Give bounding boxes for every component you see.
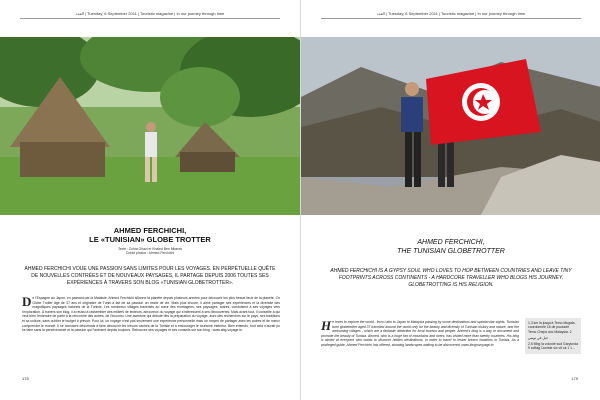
right-title-line2: THE TUNISIAN GLOBETROTTER [397, 248, 505, 255]
running-header-text: العدد | Tuesday, 6 September 2011 | Touristic magazine | In our journey through time [75, 11, 225, 16]
right-title [301, 238, 600, 256]
flag-summit-photo [301, 37, 600, 215]
right-page [300, 0, 600, 400]
sidebar-line: 1,3 km la jusqu'à Temo Mugala, coordonnée 16 de poussée Temo Cheps anc Malaysia. 2 [528, 321, 576, 334]
credit-text: Texte : Zohra Ghazi et Khaled Ben Mbarek [117, 247, 183, 251]
right-sidebar [525, 318, 581, 354]
left-title-line1: AHMED FERCHICHI, [113, 226, 187, 235]
right-lead: AHMED FERCHICHI IS A GYPSY SOUL WHO LOVES TO HOP BETWEEN COUNTRIES AND LEAVE TINY FOOTPRINTS ACROSS CONTINENTS - A HARDCORE TRAVELLER WHO BLOGS HIS JOURNEY. GLOBETROTTING IS HIS RELIGION. [330, 268, 572, 288]
left-body-text: e l'Espagne au Japon, en passant par la Malaisie, Ahmed Ferchichi sillonne la planète depuis plusieurs années pour découvrir les plus beaux lieux de la planète. Ce Globe Trotter âgé de 37 ans et originaire de Tunis a fait de sa passion un mode de vie. Mais plus encore, il aime partager ses expériences et la diversité des magnifiques paysages naturels de la Tunisie. Les nombreux villages traversés au cœur des montagnes, ses paysages, autres, conduisent à ses voyages vers l'exploration. À travers son blog, il a réussi à rassembler des milliers de lecteurs, amoureux du voyage qui s'intéressent à ses découvertes. Mais avant tout, il conseille à qui veut bien l'entendre de partir à la rencontre des autres, de l'inconnu. Une aventure qui débute dès la préparation du voyage, avec des recherches sur le pays, ses traditions et sa culture, sans oublier le budget à prévoir. Pour lui, un voyage n'est pas seulement une expérience personnelle mais un moyen de partager avec les autres et de mieux comprendre le monde. Il se consacre désormais à faire découvrir les trésors cachés de la Tunisie et à encourager le tourisme intérieur. Bien entendu, tout cela n'aurait pu se faire sans la persévérance et la passion qui l'animent depuis toujours. Retrouvez ses voyages et ses conseils sur son blog : www.abg-voyage.tn [22, 296, 280, 333]
left-body [22, 296, 280, 366]
jungle-hut-photo [0, 37, 300, 215]
right-dropcap: H [321, 320, 332, 333]
credit-photos: Crédit photos : Ahmed Ferchichi [125, 251, 175, 255]
sidebar-line: 2,5 Mbg la volonté sud Garyunda 9 zoffag Cuniste sic vit ok 1 1… [528, 341, 578, 351]
left-title-line2: LE «TUNISIAN» GLOBE TROTTER [89, 235, 211, 244]
header-rule-right [321, 18, 581, 19]
header-rule [20, 18, 280, 19]
right-title-line1: AHMED FERCHICHI, [417, 239, 485, 246]
left-credits [0, 247, 300, 255]
right-body-text: e loves to explore the world - from Latin to Japan to Malaysia passing by some destinations and spectacular sights. Tunisian born globetrotter aged 37 travelled around the world only for the beauty and diversity of Tunisian history and nature, and the welcoming villages - which are a fantastic attraction for local tourism and people. Ahmed's blog is a way to document and promote the beauty of Tunisia. Ahmed, who is a huge fan of mountains and rivers, has visited more than twenty countries. His blog is aimed at everyone who wants to discover hidden destinations, in order to travel to lesser known locations in Tunisia. As a privileged guide, Ahmed Ferchichi has offered, showing landscapes waiting to be discovered. www.tbcgmvoyage.tn [321, 320, 519, 347]
left-dropcap: D [22, 296, 32, 309]
right-body [321, 320, 519, 365]
running-header-text-right: العدد | Tuesday, 6 September 2011 | Touristic magazine | In our journey through time [376, 11, 526, 16]
running-header-left [0, 11, 300, 16]
right-page-number: 179 [571, 376, 578, 381]
summit-illustration [301, 37, 600, 215]
running-header-right [301, 11, 600, 16]
sidebar-line: جبل في تونس [528, 335, 548, 340]
left-lead: AHMED FERCHICHI VOUE UNE PASSION SANS LIMITES POUR LES VOYAGES. EN PERPÉTUELLE QUÊTE DE NOUVELLES CONTRÉES ET DE NOUVEAUX PAYSAGES, IL PARTAGE DEPUIS 2006 TOUTES SES EXPÉRIENCES À TRAVERS SON BLOG «TUNISIAN GLOBETROTTER». [24, 266, 276, 286]
left-page-number: 178 [22, 376, 29, 381]
left-title [0, 226, 300, 244]
jungle-hut-illustration [0, 37, 300, 215]
